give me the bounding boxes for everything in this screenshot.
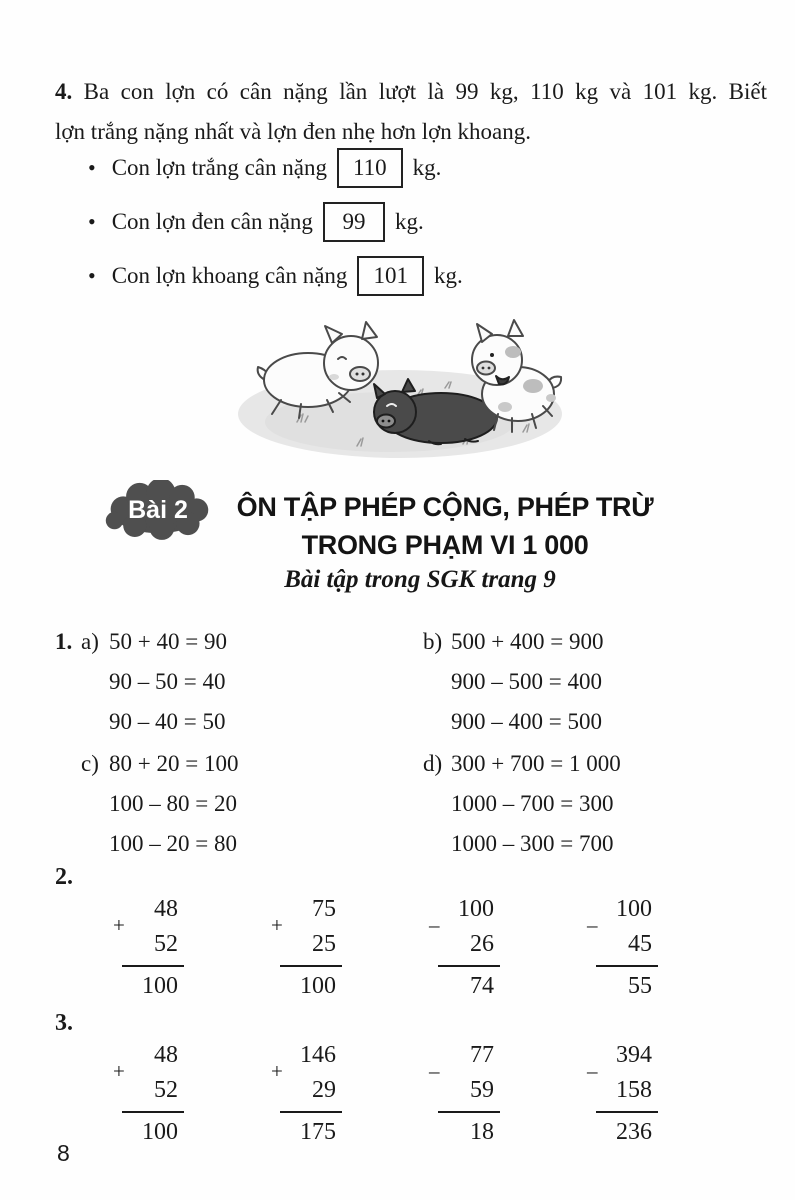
operand-top: 146 <box>300 1042 336 1068</box>
sum-rule <box>122 965 184 967</box>
sum-rule <box>596 1111 658 1113</box>
equation: 900 – 500 = 400 <box>451 669 602 694</box>
answer-box: 101 <box>357 256 424 296</box>
problem-1-right-column <box>423 622 621 864</box>
sum-rule <box>280 1111 342 1113</box>
vertical-sum <box>110 892 184 1004</box>
answer-row-spotted-pig <box>88 256 463 296</box>
problem-4-line1 <box>55 72 767 112</box>
result: 175 <box>300 1119 336 1145</box>
result: 18 <box>470 1119 494 1145</box>
lesson-badge-label: Bài 2 <box>128 495 188 524</box>
operand-bottom: 26 <box>470 931 494 957</box>
operand-top: 48 <box>154 1042 178 1068</box>
vertical-difference <box>584 1038 658 1150</box>
equation: 100 – 80 = 20 <box>109 791 237 816</box>
operator-sign: + <box>113 1059 125 1083</box>
operand-bottom: 59 <box>470 1077 494 1103</box>
problem-3-number: 3. <box>55 1010 73 1036</box>
equation-row <box>423 744 621 784</box>
vertical-sum <box>268 892 342 1004</box>
bullet-icon: • <box>88 209 96 234</box>
problem-1-number: 1. <box>55 629 73 654</box>
operator-sign: + <box>271 1059 283 1083</box>
operator-sign: – <box>429 913 440 937</box>
operand-top: 75 <box>312 896 336 922</box>
operand-bottom: 158 <box>616 1077 652 1103</box>
operator-sign: + <box>113 913 125 937</box>
answer-box: 99 <box>323 202 385 242</box>
result: 55 <box>628 973 652 999</box>
operator-sign: – <box>587 913 598 937</box>
answer-row-black-pig <box>88 202 463 242</box>
group-label: a) <box>81 629 99 654</box>
lesson-title-line1: ÔN TẬP PHÉP CỘNG, PHÉP TRỪ <box>236 492 654 522</box>
problem-3-arithmetic <box>110 1038 658 1150</box>
problem-4-statement <box>55 72 767 152</box>
sum-rule <box>438 1111 500 1113</box>
operand-bottom: 45 <box>628 931 652 957</box>
operand-bottom: 52 <box>154 1077 178 1103</box>
equation-row <box>423 662 621 702</box>
problem-2-arithmetic <box>110 892 658 1004</box>
result: 74 <box>470 973 494 999</box>
answer-unit: kg. <box>394 209 424 234</box>
lesson-subtitle: Bài tập trong SGK trang 9 <box>284 566 556 593</box>
equation-row <box>81 622 238 662</box>
result: 100 <box>142 973 178 999</box>
operand-top: 48 <box>154 896 178 922</box>
sum-rule <box>596 965 658 967</box>
equation: 80 + 20 = 100 <box>109 751 239 776</box>
equation-row <box>81 744 238 784</box>
equation-row <box>81 702 238 742</box>
operator-sign: + <box>271 913 283 937</box>
answer-label: Con lợn khoang cân nặng <box>111 263 348 288</box>
equation-row <box>81 662 238 702</box>
lesson-title <box>225 488 665 564</box>
vertical-sum <box>268 1038 342 1150</box>
equation: 500 + 400 = 900 <box>451 629 604 654</box>
vertical-difference <box>426 1038 500 1150</box>
problem-2-number: 2. <box>55 864 73 890</box>
equation: 300 + 700 = 1 000 <box>451 751 621 776</box>
operator-sign: – <box>429 1059 440 1083</box>
vertical-difference <box>426 892 500 1004</box>
result: 100 <box>142 1119 178 1145</box>
answer-box: 110 <box>337 148 403 188</box>
problem-4-number: 4. <box>55 79 73 104</box>
operand-bottom: 25 <box>312 931 336 957</box>
answer-label: Con lợn trắng cân nặng <box>111 155 327 180</box>
group-label: b) <box>423 629 443 654</box>
equation-row <box>423 702 621 742</box>
sum-rule <box>122 1111 184 1113</box>
operator-sign: – <box>587 1059 598 1083</box>
sum-rule <box>280 965 342 967</box>
lesson-badge <box>100 480 216 542</box>
equation-row <box>423 824 621 864</box>
bullet-icon: • <box>88 155 96 180</box>
equation: 100 – 20 = 80 <box>109 831 237 856</box>
problem-4-text2: lợn trắng nặng nhất và lợn đen nhẹ hơn lợn khoang. <box>55 119 531 144</box>
pigs-illustration-svg <box>235 300 565 462</box>
equation-row <box>81 824 238 864</box>
sum-rule <box>438 965 500 967</box>
equation: 1000 – 700 = 300 <box>451 791 614 816</box>
equation: 900 – 400 = 500 <box>451 709 602 734</box>
pigs-illustration <box>235 300 565 462</box>
answer-label: Con lợn đen cân nặng <box>111 209 313 234</box>
answer-unit: kg. <box>412 155 442 180</box>
equation-row <box>81 784 238 824</box>
operand-bottom: 29 <box>312 1077 336 1103</box>
bullet-icon: • <box>88 263 96 288</box>
result: 100 <box>300 973 336 999</box>
problem-4-answers <box>88 148 463 310</box>
result: 236 <box>616 1119 652 1145</box>
operand-top: 394 <box>616 1042 652 1068</box>
answer-unit: kg. <box>433 263 463 288</box>
page-number: 8 <box>57 1140 70 1166</box>
equation: 50 + 40 = 90 <box>109 629 227 654</box>
problem-1-left-column <box>81 622 238 864</box>
group-label: c) <box>81 751 99 776</box>
equation-row <box>423 784 621 824</box>
operand-top: 77 <box>470 1042 494 1068</box>
operand-top: 100 <box>616 896 652 922</box>
group-label: d) <box>423 751 443 776</box>
equation-row <box>423 622 621 662</box>
equation: 90 – 40 = 50 <box>109 709 226 734</box>
problem-4-text1: Ba con lợn có cân nặng lần lượt là 99 kg, 110 kg và 101 kg. Biết <box>83 79 768 104</box>
lesson-title-line2: TRONG PHẠM VI 1 000 <box>301 530 589 560</box>
operand-top: 100 <box>458 896 494 922</box>
vertical-difference <box>584 892 658 1004</box>
equation: 1000 – 300 = 700 <box>451 831 614 856</box>
operand-bottom: 52 <box>154 931 178 957</box>
answer-row-white-pig <box>88 148 463 188</box>
vertical-sum <box>110 1038 184 1150</box>
equation: 90 – 50 = 40 <box>109 669 226 694</box>
